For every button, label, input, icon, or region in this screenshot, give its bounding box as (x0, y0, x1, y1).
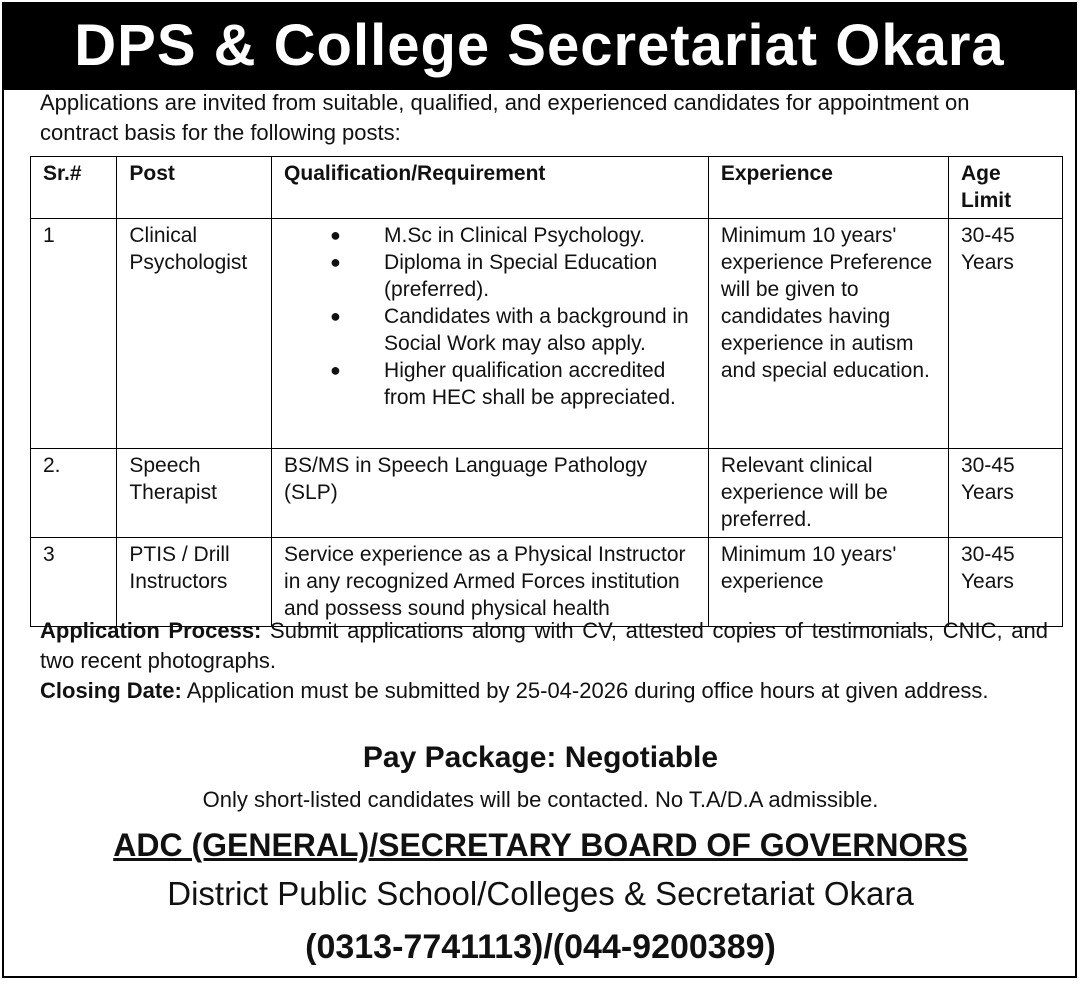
shortlist-note: Only short-listed candidates will be contacted. No T.A/D.A admissible. (202, 787, 879, 812)
row-experience: Minimum 10 years' experience Preference will be given to candidates having experience in autism and special education. (708, 219, 948, 449)
bullet-icon: ● (330, 306, 341, 326)
row-post: Speech Therapist (117, 449, 272, 538)
header-experience: Experience (708, 157, 948, 219)
row-sr: 3 (31, 538, 117, 627)
row-qualification: Service experience as a Physical Instructor in any recognized Armed Forces institution and possess sound physical health (272, 538, 709, 627)
closing-label: Closing Date: (40, 678, 182, 703)
posts-table (30, 156, 1063, 627)
qualification-list (284, 222, 696, 411)
row-post: PTIS / Drill Instructors (117, 538, 272, 627)
row-experience: Relevant clinical experience will be preferred. (708, 449, 948, 538)
row-experience: Minimum 10 years' experience (708, 538, 948, 627)
header-post: Post (117, 157, 272, 219)
contact-phones: (0313-7741113)/(044-9200389) (305, 928, 776, 966)
row-post: Clinical Psychologist (117, 219, 272, 449)
closing-date (40, 676, 1048, 706)
district-line: District Public School/Colleges & Secretariat Okara (167, 875, 914, 912)
row-age: 30-45 Years (948, 538, 1062, 627)
row-qualification: BS/MS in Speech Language Pathology (SLP) (272, 449, 709, 538)
header-qualification: Qualification/Requirement (272, 157, 709, 219)
list-item: ● Diploma in Special Education (preferred). (330, 251, 658, 301)
header-sr: Sr.# (31, 157, 117, 219)
row-age: 30-45 Years (948, 449, 1062, 538)
table-row (31, 449, 1063, 538)
table-row (31, 538, 1063, 627)
application-details (40, 616, 1048, 706)
process-text: Submit applications along with CV, attested copies of testimonials, CNIC, and two recent photographs. (40, 618, 1048, 673)
application-process (40, 616, 1048, 676)
intro-text: Applications are invited from suitable, qualified, and experienced candidates for appointment on contract basis for the following posts: (40, 90, 970, 145)
row-age: 30-45 Years (948, 219, 1062, 449)
header-age: Age Limit (948, 157, 1062, 219)
table-row (31, 219, 1063, 449)
list-item: ● M.Sc in Clinical Psychology. (330, 224, 646, 247)
bullet-icon: ● (330, 225, 341, 245)
row-sr: 1 (31, 219, 117, 449)
authority-heading (0, 824, 1081, 866)
bullet-icon: ● (330, 360, 341, 380)
pay-package: Pay Package: Negotiable (362, 741, 719, 774)
list-item: ● Higher qualification accredited from HEC shall be appreciated. (330, 359, 676, 409)
table-header-row (31, 157, 1063, 219)
process-label: Application Process: (40, 618, 262, 643)
list-item: ● Candidates with a background in Social Work may also apply. (330, 305, 689, 355)
closing-text: Application must be submitted by 25-04-2026 during office hours at given address. (181, 678, 989, 703)
authority-text: ADC (GENERAL)/SECRETARY BOARD OF GOVERNORS (113, 827, 968, 863)
row-sr: 2. (31, 449, 117, 538)
bullet-icon: ● (330, 252, 341, 272)
row-qualification (272, 219, 709, 449)
ad-title: DPS & College Secretariat Okara (2, 2, 1077, 90)
